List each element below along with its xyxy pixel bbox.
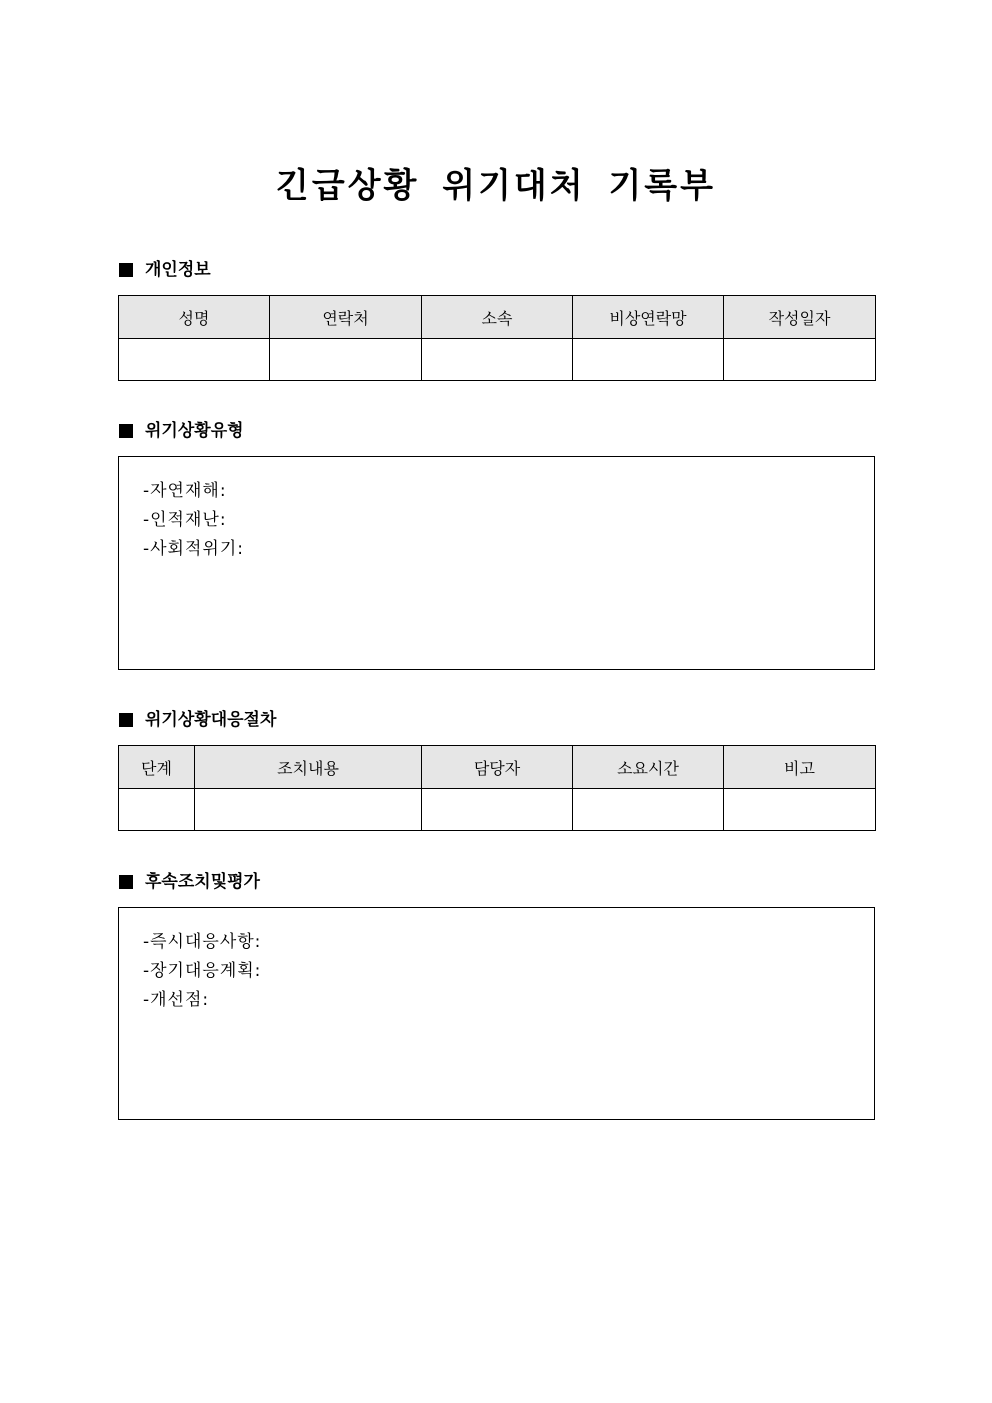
followup-line-immediate: -즉시대응사항: — [143, 932, 262, 952]
table-header-row — [119, 746, 876, 789]
column-header-contact: 연락처 — [270, 296, 422, 339]
column-header-remarks: 비고 — [724, 746, 876, 789]
table-row — [119, 789, 876, 831]
section-heading-followup — [119, 869, 260, 895]
column-header-date: 작성일자 — [724, 296, 876, 339]
column-header-affiliation: 소속 — [422, 296, 573, 339]
followup-line-long-term: -장기대응계획: — [143, 961, 262, 981]
crisis-type-line-social-crisis: -사회적위기: — [143, 539, 244, 559]
section-heading-label: 후속조치및평가 — [145, 872, 260, 892]
table-header-row — [119, 296, 876, 339]
cell-action[interactable] — [195, 789, 422, 831]
cell-emergency-contact[interactable] — [573, 339, 724, 381]
column-header-person-in-charge: 담당자 — [422, 746, 573, 789]
followup-line-improvements: -개선점: — [143, 990, 210, 1010]
cell-name[interactable] — [119, 339, 270, 381]
square-bullet-icon — [119, 713, 133, 727]
crisis-type-line-natural-disaster: -자연재해: — [143, 481, 227, 501]
column-header-step: 단계 — [119, 746, 195, 789]
column-header-time-required: 소요시간 — [573, 746, 724, 789]
section-heading-label: 개인정보 — [145, 260, 211, 280]
cell-person-in-charge[interactable] — [422, 789, 573, 831]
crisis-type-line-human-disaster: -인적재난: — [143, 510, 227, 530]
procedure-table — [118, 745, 876, 831]
cell-date[interactable] — [724, 339, 876, 381]
cell-affiliation[interactable] — [422, 339, 573, 381]
cell-time-required[interactable] — [573, 789, 724, 831]
personal-info-table — [118, 295, 876, 381]
page-title: 긴급상황 위기대처 기록부 — [276, 166, 716, 206]
followup-box[interactable] — [118, 907, 875, 1120]
table-row — [119, 339, 876, 381]
crisis-type-box[interactable] — [118, 456, 875, 670]
section-heading-label: 위기상황유형 — [145, 421, 244, 441]
square-bullet-icon — [119, 875, 133, 889]
square-bullet-icon — [119, 424, 133, 438]
section-heading-label: 위기상황대응절차 — [145, 710, 277, 730]
column-header-name: 성명 — [119, 296, 270, 339]
section-heading-procedure — [119, 707, 276, 733]
square-bullet-icon — [119, 263, 133, 277]
cell-step[interactable] — [119, 789, 195, 831]
cell-remarks[interactable] — [724, 789, 876, 831]
section-heading-personal — [119, 257, 211, 283]
cell-contact[interactable] — [270, 339, 422, 381]
column-header-emergency-contact: 비상연락망 — [573, 296, 724, 339]
section-heading-crisis-type — [119, 418, 244, 444]
column-header-action: 조치내용 — [195, 746, 422, 789]
